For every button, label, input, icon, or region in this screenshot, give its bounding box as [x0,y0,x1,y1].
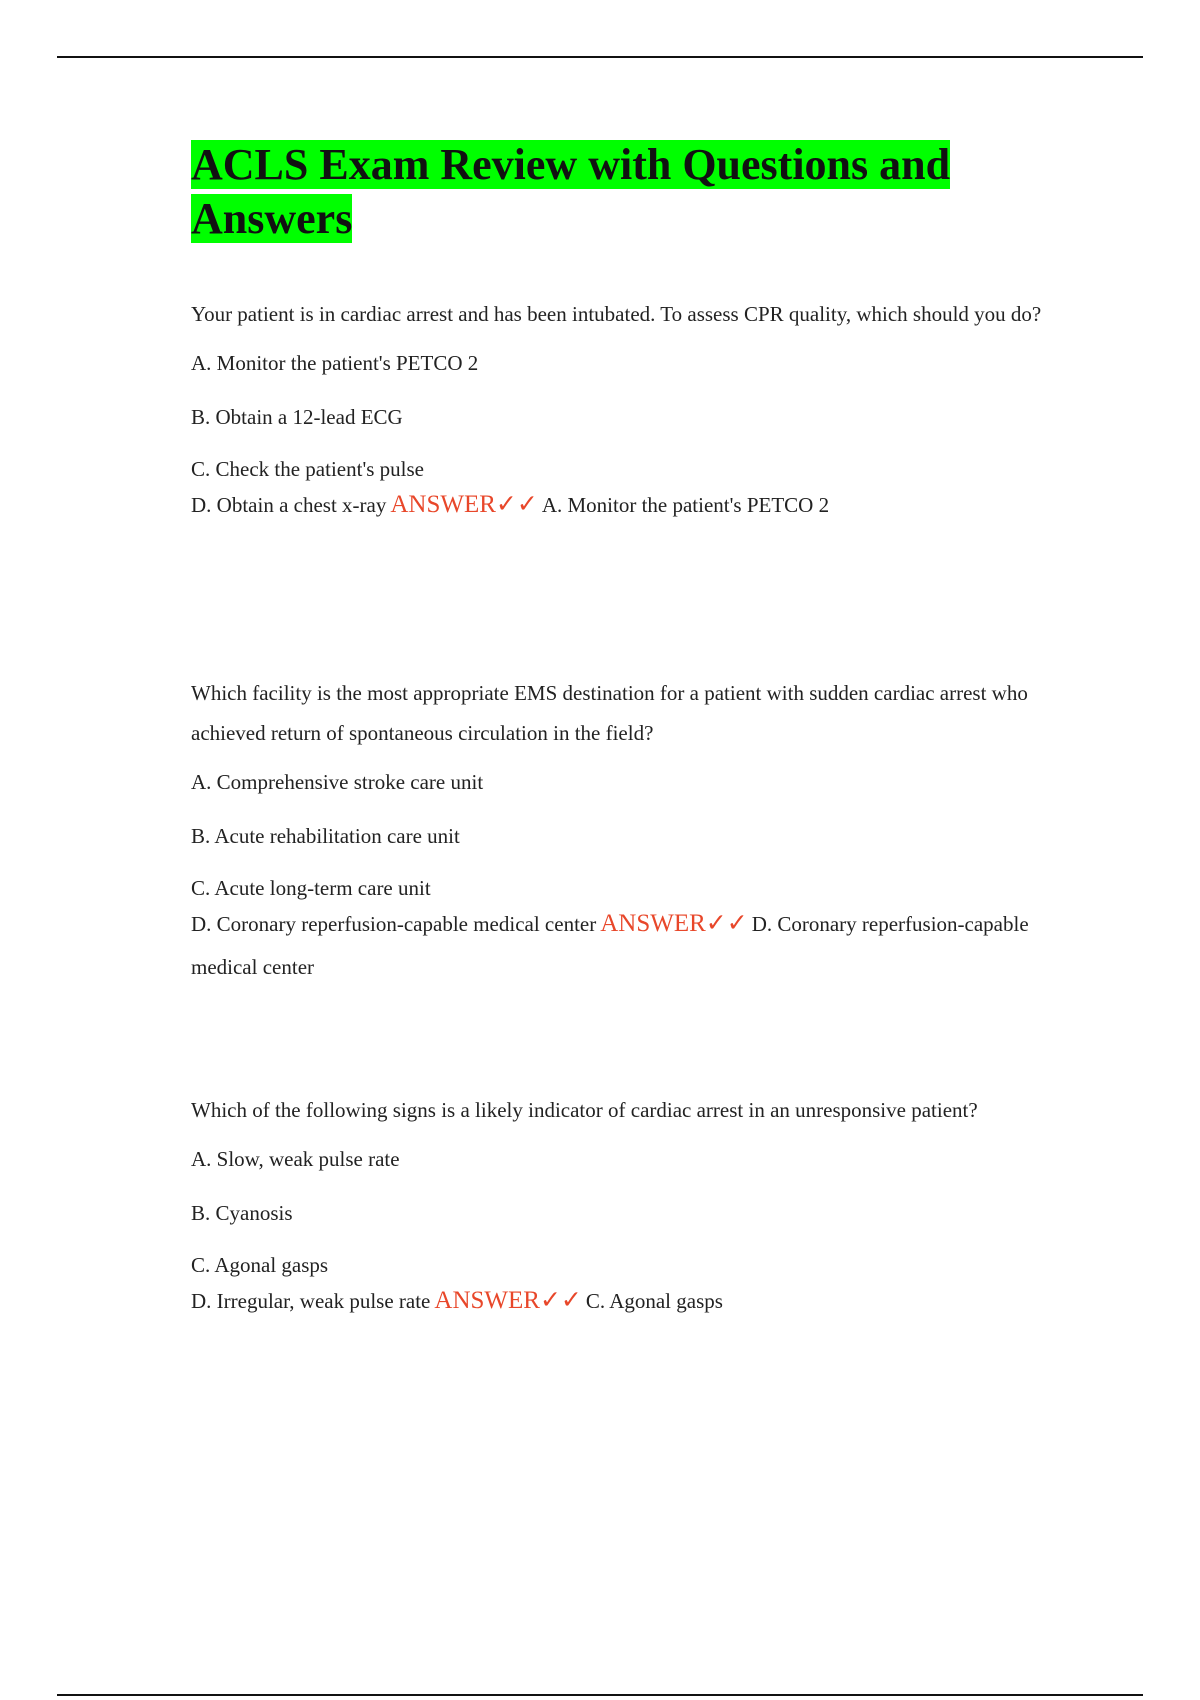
option-d: D. Coronary reperfusion-capable medical center [191,912,597,936]
document-body [191,138,1051,1314]
option-d: D. Irregular, weak pulse rate [191,1289,431,1313]
option-d-with-answer [191,902,1051,989]
question-3 [191,1090,1051,1323]
answer-label: ANSWER✓✓ [434,1287,582,1314]
option-a: A. Monitor the patient's PETCO 2 [191,351,479,375]
bottom-rule [57,1694,1143,1696]
option-b: B. Acute rehabilitation care unit [191,824,460,848]
answer-text: A. Monitor the patient's PETCO 2 [541,493,830,517]
top-rule [57,56,1143,58]
option-c: C. Acute long-term care unit [191,876,431,900]
title-highlight: ACLS Exam Review with Questions and Answers [191,140,951,243]
question-stem: Your patient is in cardiac arrest and has been intubated. To assess CPR quality, which should you do? [191,302,1042,326]
question-stem: Which of the following signs is a likely indicator of cardiac arrest in an unresponsive patient? [191,1098,978,1122]
option-b: B. Obtain a 12-lead ECG [191,405,403,429]
option-c: C. Check the patient's pulse [191,457,424,481]
answer-label: ANSWER✓✓ [390,491,538,518]
option-d-with-answer [191,483,1051,527]
option-a: A. Comprehensive stroke care unit [191,770,484,794]
option-d-with-answer [191,1279,1051,1323]
option-d: D. Obtain a chest x-ray [191,493,387,517]
document-title [191,138,1051,246]
question-stem: Which facility is the most appropriate EMS destination for a patient with sudden cardiac arrest who achieved return of spontaneous circulation in the field? [191,681,1028,745]
answer-text: D. Coronary reperfusion-capable medical center [191,912,1029,979]
option-c: C. Agonal gasps [191,1253,329,1277]
answer-text: C. Agonal gasps [585,1289,723,1313]
option-b: B. Cyanosis [191,1201,293,1225]
option-a: A. Slow, weak pulse rate [191,1147,400,1171]
question-1 [191,294,1051,527]
question-2 [191,673,1051,989]
answer-label: ANSWER✓✓ [600,910,748,937]
